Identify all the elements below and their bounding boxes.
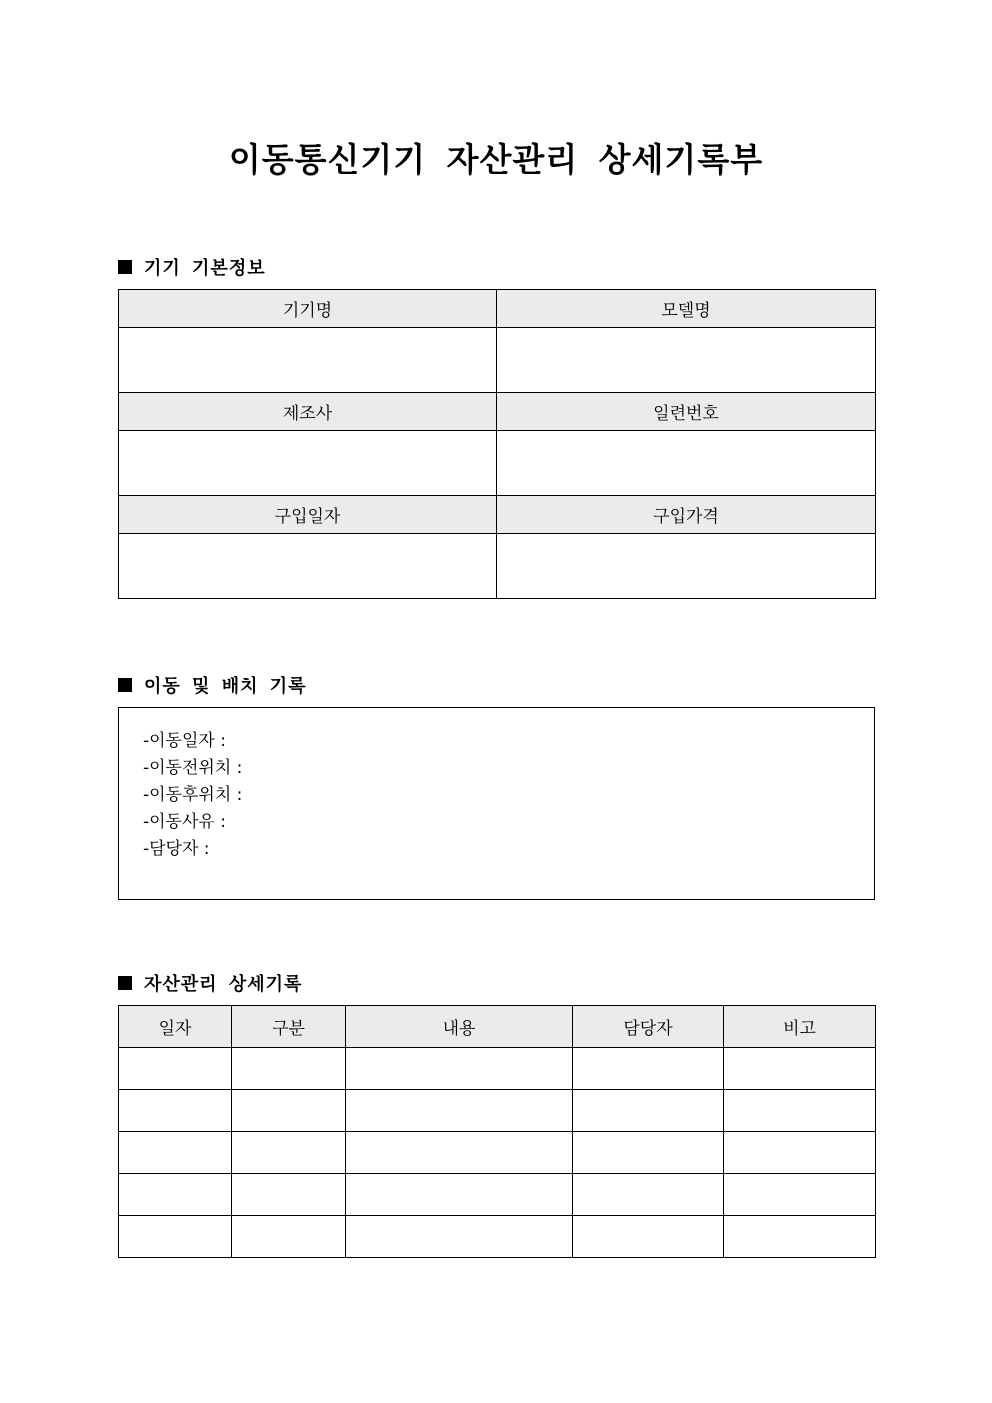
table-cell[interactable] xyxy=(119,1216,232,1258)
movement-reason-line[interactable]: -이동사유 : xyxy=(143,812,226,832)
table-value-row xyxy=(119,328,876,393)
square-bullet-icon xyxy=(118,976,132,990)
table-cell[interactable] xyxy=(724,1048,876,1090)
column-header-category: 구분 xyxy=(232,1006,346,1048)
person-in-charge-line[interactable]: -담당자 : xyxy=(143,839,210,859)
label-device-name: 기기명 xyxy=(119,290,497,328)
section-title: 이동 및 배치 기록 xyxy=(144,676,307,697)
value-manufacturer[interactable] xyxy=(119,431,497,496)
section-title: 자산관리 상세기록 xyxy=(144,974,303,995)
table-cell[interactable] xyxy=(724,1132,876,1174)
value-purchase-price[interactable] xyxy=(497,534,876,599)
movement-date-line[interactable]: -이동일자 : xyxy=(143,731,226,751)
table-cell[interactable] xyxy=(119,1174,232,1216)
label-model-name: 모델명 xyxy=(497,290,876,328)
table-cell[interactable] xyxy=(346,1174,573,1216)
table-header-row xyxy=(119,393,876,431)
table-header-row xyxy=(119,496,876,534)
table-cell[interactable] xyxy=(724,1174,876,1216)
table-cell[interactable] xyxy=(346,1216,573,1258)
table-value-row xyxy=(119,431,876,496)
basic-info-table xyxy=(118,289,876,599)
label-purchase-price: 구입가격 xyxy=(497,496,876,534)
square-bullet-icon xyxy=(118,260,132,274)
table-cell[interactable] xyxy=(232,1132,346,1174)
table-cell[interactable] xyxy=(346,1132,573,1174)
table-cell[interactable] xyxy=(119,1090,232,1132)
column-header-remarks: 비고 xyxy=(724,1006,876,1048)
table-cell[interactable] xyxy=(724,1090,876,1132)
table-cell[interactable] xyxy=(232,1048,346,1090)
label-serial-number: 일련번호 xyxy=(497,393,876,431)
table-cell[interactable] xyxy=(119,1132,232,1174)
table-cell[interactable] xyxy=(346,1090,573,1132)
document-title: 이동통신기기 자산관리 상세기록부 xyxy=(228,140,764,179)
new-location-line[interactable]: -이동후위치 : xyxy=(143,785,243,805)
table-cell[interactable] xyxy=(573,1048,724,1090)
table-row xyxy=(119,1048,876,1090)
table-row xyxy=(119,1174,876,1216)
table-cell[interactable] xyxy=(573,1090,724,1132)
section-heading-detail-records xyxy=(118,970,302,996)
table-cell[interactable] xyxy=(573,1132,724,1174)
section-title: 기기 기본정보 xyxy=(144,258,266,279)
column-header-manager: 담당자 xyxy=(573,1006,724,1048)
table-header-row xyxy=(119,1006,876,1048)
table-cell[interactable] xyxy=(232,1090,346,1132)
table-cell[interactable] xyxy=(232,1174,346,1216)
previous-location-line[interactable]: -이동전위치 : xyxy=(143,758,243,778)
movement-field-list xyxy=(119,708,874,863)
column-header-content: 내용 xyxy=(346,1006,573,1048)
square-bullet-icon xyxy=(118,678,132,692)
table-cell[interactable] xyxy=(573,1216,724,1258)
section-heading-movement xyxy=(118,672,307,698)
value-device-name[interactable] xyxy=(119,328,497,393)
value-serial-number[interactable] xyxy=(497,431,876,496)
table-cell[interactable] xyxy=(119,1048,232,1090)
value-purchase-date[interactable] xyxy=(119,534,497,599)
table-row xyxy=(119,1132,876,1174)
section-heading-basic-info xyxy=(118,254,266,280)
value-model-name[interactable] xyxy=(497,328,876,393)
movement-record-box xyxy=(118,707,875,900)
table-row xyxy=(119,1216,876,1258)
table-row xyxy=(119,1090,876,1132)
table-cell[interactable] xyxy=(346,1048,573,1090)
table-cell[interactable] xyxy=(232,1216,346,1258)
label-manufacturer: 제조사 xyxy=(119,393,497,431)
label-purchase-date: 구입일자 xyxy=(119,496,497,534)
table-cell[interactable] xyxy=(573,1174,724,1216)
column-header-date: 일자 xyxy=(119,1006,232,1048)
table-header-row xyxy=(119,290,876,328)
table-cell[interactable] xyxy=(724,1216,876,1258)
table-value-row xyxy=(119,534,876,599)
detail-records-table xyxy=(118,1005,876,1258)
